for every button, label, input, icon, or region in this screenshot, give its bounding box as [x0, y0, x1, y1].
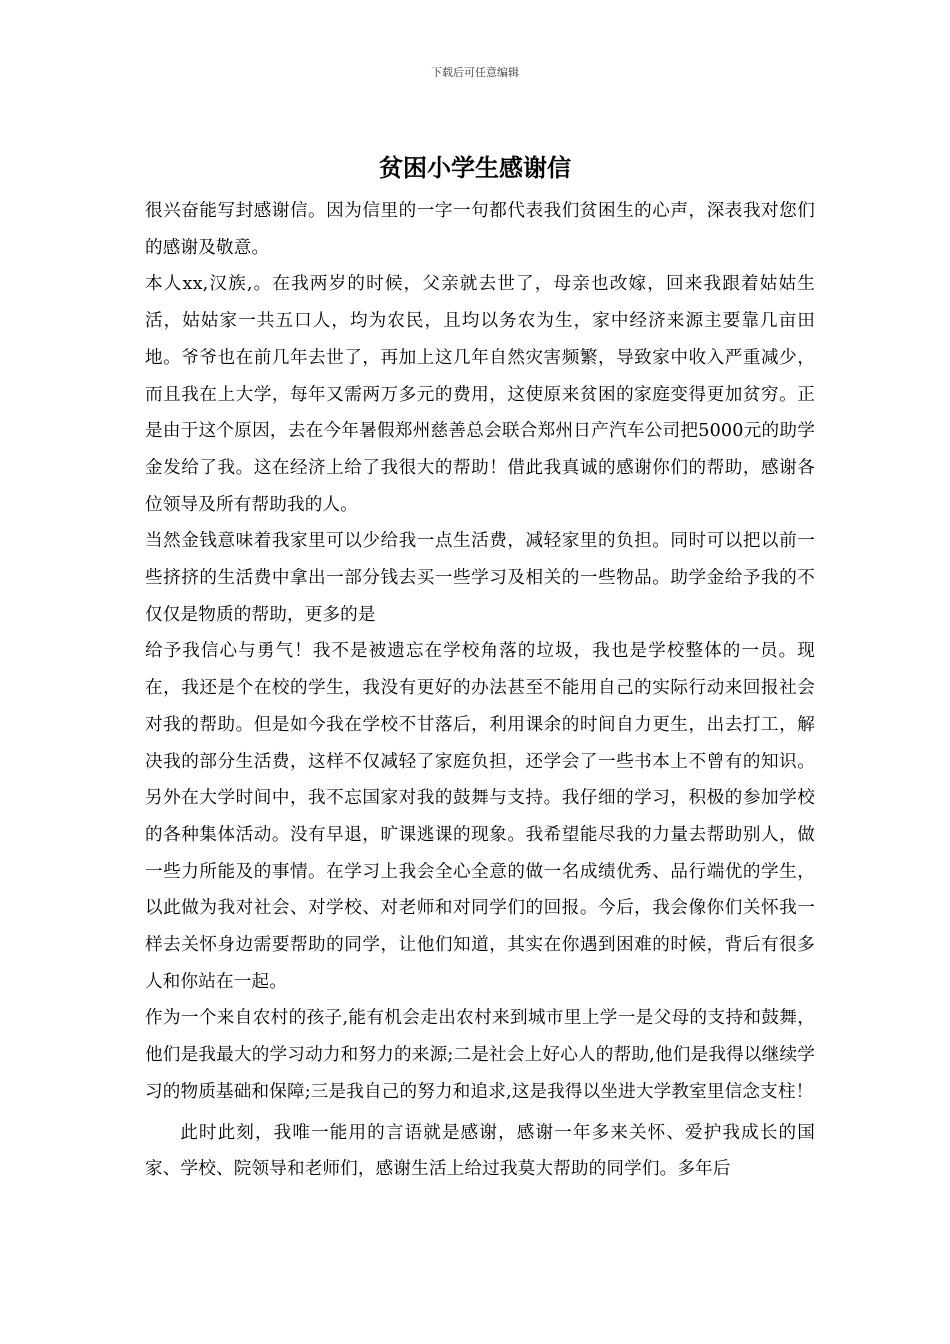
paragraph-4: 给予我信心与勇气！我不是被遗忘在学校角落的垃圾，我也是学校整体的一员。现在，我还是个在校的学生，我没有更好的办法甚至不能用自己的实际行动来回报社会对我的帮助。但是如今我在学校不甘落后，利用课余的时间自力更生，出去打工，解决我的部分生活费，这样不仅减轻了家庭负担，还学会了一些书本上不曾有的知识。另外在大学时间中，我不忘国家对我的鼓舞与支持。我仔细的学习，积极的参加学校的各种集体活动。没有早退，旷课逃课的现象。我希望能尽我的力量去帮助别人，做一些力所能及的事情。在学习上我会全心全意的做一名成绩优秀、品行端优的学生，以此做为我对社会、对学校、对老师和对同学们的回报。今后，我会像你们关怀我一样去关怀身边需要帮助的同学，让他们知道，其实在你遇到困难的时候，背后有很多人和你站在一起。 [145, 641, 815, 992]
paragraph-2: 本人xx,汉族,。在我两岁的时候，父亲就去世了，母亲也改嫁，回来我跟着姑姑生活，姑姑家一共五口人，均为农民，且均以务农为生，家中经济来源主要靠几亩田地。爷爷也在前几年去世了，再加上这几年自然灾害频繁，导致家中收入严重减少，而且我在上大学，每年又需两万多元的费用，这使原来贫困的家庭变得更加贫穷。正是由于这个原因，去在今年暑假郑州慈善总会联合郑州日产汽车公司把5000元的助学金发给了我。这在经济上给了我很大的帮助！借此我真诚的感谢你们的帮助，感谢各位领导及所有帮助我的人。 [145, 274, 815, 515]
paragraph-3: 当然金钱意味着我家里可以少给我一点生活费，减轻家里的负担。同时可以把以前一些挤挤的生活费中拿出一部分钱去买一些学习及相关的一些物品。助学金给予我的不仅仅是物质的帮助，更多的是 [145, 531, 815, 625]
document-title: 贫困小学生感谢信 [379, 153, 571, 182]
paragraph-5: 作为一个来自农村的孩子,能有机会走出农村来到城市里上学一是父母的支持和鼓舞，他们是我最大的学习动力和努力的来源;二是社会上好心人的帮助,他们是我得以继续学习的物质基础和保障;三是我自己的努力和追求,这是我得以坐进大学教室里信念支柱！ [145, 1008, 815, 1102]
paragraph-1: 很兴奋能写封感谢信。因为信里的一字一句都代表我们贫困生的心声，深表我对您们的感谢及敬意。 [145, 201, 815, 258]
header-note: 下载后可任意编辑 [431, 66, 519, 79]
letter-body [145, 193, 815, 1188]
paragraph-6: 此时此刻，我唯一能用的言语就是感谢，感谢一年多来关怀、爱护我成长的国家、学校、院领导和老师们，感谢生活上给过我莫大帮助的同学们。多年后 [145, 1122, 815, 1180]
